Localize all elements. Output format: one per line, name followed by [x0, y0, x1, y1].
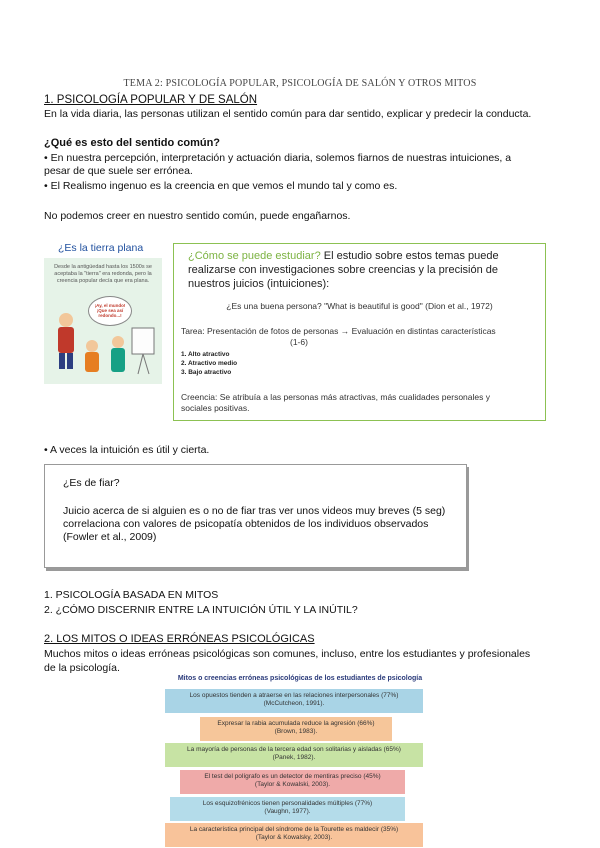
myth-box [165, 823, 423, 847]
section1-intro: En la vida diaria, las personas utilizan el sentido común para dar sentido, explicar y predecir la conducta. [44, 108, 532, 120]
myth-ref: (McCutcheon, 1991). [263, 700, 325, 707]
myth-box [170, 797, 405, 821]
common-sense-note: No podemos creer en nuestro sentido común, puede engañarnos. [44, 210, 351, 222]
myth-line: La mayoría de personas de la tercera edad son solitarias y aisladas (65%) [187, 746, 401, 753]
myth-line: La característica principal del síndrome de la Tourette es maldecir (35%) [189, 826, 399, 833]
myth-box [165, 743, 423, 767]
task-line2: (1-6) [290, 337, 308, 347]
flat-earth-illustration [44, 258, 162, 384]
myth-line: El test del polígrafo es un detector de mentiras preciso (45%) [204, 773, 381, 780]
section2-heading: 2. LOS MITOS O IDEAS ERRÓNEAS PSICOLÓGICAS [44, 633, 315, 645]
myth-ref: (Panek, 1982). [272, 754, 316, 761]
myth-line: Los esquizofrénicos tienen personalidades múltiples (77%) [202, 800, 373, 807]
numbered-item: 2. ¿CÓMO DISCERNIR ENTRE LA INTUICIÓN ÚTIL Y LA INÚTIL? [44, 604, 358, 616]
section1-heading: 1. PSICOLOGÍA POPULAR Y DE SALÓN [44, 94, 258, 106]
bullet-naive-realism: • El Realismo ingenuo es la creencia en que vemos el mundo tal y como es. [44, 180, 398, 192]
myth-ref: (Taylor & Kowalsky, 2003). [255, 834, 333, 841]
numbered-item: 1. PSICOLOGÍA BASADA EN MITOS [44, 589, 219, 601]
myth-box [165, 689, 423, 713]
attractiveness-item: 2. Atractivo medio [181, 360, 238, 367]
attractiveness-item: 3. Bajo atractivo [181, 369, 232, 376]
trustworthiness-box [44, 464, 467, 568]
cartoon-figures-icon [44, 258, 162, 384]
myth-ref: (Vaughn, 1977). [264, 808, 311, 815]
myth-line: Los opuestos tienden a atraerse en las relaciones interpersonales (77%) [189, 692, 399, 699]
page-title: TEMA 2: PSICOLOGÍA POPULAR, PSICOLOGÍA DE SALÓN Y OTROS MITOS [123, 78, 477, 89]
attractiveness-item: 1. Alto atractivo [181, 351, 230, 358]
study-box-lead [188, 249, 538, 291]
myth-ref: (Taylor & Kowalski, 2003). [254, 781, 331, 788]
flat-earth-title: ¿Es la tierra plana [58, 242, 144, 254]
speech-bubble: ¡Ay, el mundo! ¡Que sea así redondo...! [88, 296, 132, 326]
beauty-example: ¿Es una buena persona? "What is beautiful is good" (Dion et al., 1972) [226, 301, 493, 311]
task-line1: Tarea: Presentación de fotos de personas → Evaluación en distintas características [181, 326, 496, 336]
myth-line: Expresar la rabia acumulada reduce la agresión (66%) [217, 720, 375, 727]
illustration-caption: Desde la antigüedad hasta los 1500s se aceptaba la "tierra" era redonda, pero la creencia popular decía que era plana. [54, 264, 152, 284]
study-box-lead-question: ¿Cómo se puede estudiar? [188, 250, 321, 262]
common-sense-question: ¿Qué es esto del sentido común? [44, 137, 221, 149]
section2-text-line1: Muchos mitos o ideas erróneas psicológicas son comunes, incluso, entre los estudiantes y profesionales [44, 648, 531, 660]
bullet-intuitions-line2: pesar de que suele ser errónea. [44, 165, 193, 177]
myth-ref: (Brown, 1983). [274, 728, 318, 735]
trust-question: ¿Es de fiar? [63, 477, 120, 489]
belief-line1: Creencia: Se atribuía a las personas más atractivas, más cualidades personales y [181, 392, 490, 402]
study-methods-box [173, 243, 546, 421]
myth-box [180, 770, 405, 794]
bullet-intuitions-line1: • En nuestra percepción, interpretación y actuación diaria, solemos fiarnos de nuestras intuiciones, a [44, 152, 512, 164]
section2-text-line2: de la psicología. [44, 662, 120, 674]
intuition-note: • A veces la intuición es útil y cierta. [44, 444, 210, 456]
trust-text: Juicio acerca de si alguien es o no de fiar tras ver unos videos muy breves (5 seg) correlaciona con valores de psicopatía obtenidos de los individuos observados (Fowler et al., 2009) [63, 505, 446, 543]
myth-box [200, 717, 392, 741]
belief-line2: sociales positivas. [181, 403, 250, 413]
myths-figure-title: Mitos o creencias erróneas psicológicas de los estudiantes de psicología [177, 675, 423, 682]
study-box-lead-text: El estudio sobre estos temas puede realizarse con investigaciones sobre creencias y la precisión de nuestros juicios (intuiciones): [188, 250, 499, 290]
